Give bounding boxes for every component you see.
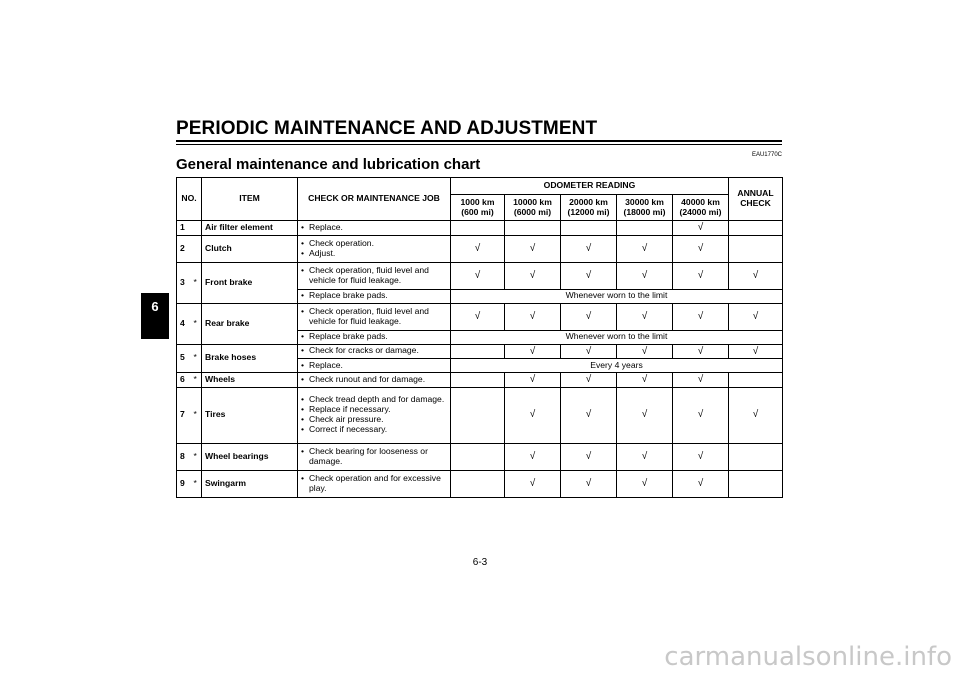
interval-note: Whenever worn to the limit [451, 289, 783, 303]
row-star: * [194, 470, 202, 497]
row-job: • Replace brake pads. [298, 330, 451, 344]
row-job: • Check operation, fluid level and vehicle for fluid leakage. [298, 262, 451, 289]
check-mark: √ [561, 344, 617, 359]
row-item: Tires [202, 387, 298, 443]
table-row [177, 470, 783, 497]
check-mark: √ [617, 344, 673, 359]
row-star: * [194, 262, 202, 303]
row-number: 7 [177, 387, 194, 443]
check-mark: √ [505, 303, 561, 330]
check-mark: √ [617, 470, 673, 497]
check-mark: √ [561, 443, 617, 470]
header-no: NO. [177, 178, 202, 221]
check-mark: √ [673, 470, 729, 497]
check-cell [729, 373, 783, 388]
row-star [194, 235, 202, 262]
row-number: 6 [177, 373, 194, 388]
check-cell [729, 235, 783, 262]
check-cell [505, 221, 561, 236]
table-row [177, 387, 783, 443]
row-job: • Check operation, fluid level and vehicle for fluid leakage. [298, 303, 451, 330]
row-job: • Check runout and for damage. [298, 373, 451, 388]
check-mark: √ [505, 235, 561, 262]
check-mark: √ [561, 373, 617, 388]
table-row [177, 262, 783, 289]
page-number: 6-3 [472, 557, 488, 568]
check-mark: √ [673, 443, 729, 470]
check-mark: √ [673, 221, 729, 236]
check-mark: √ [673, 373, 729, 388]
check-mark: √ [617, 387, 673, 443]
check-cell [451, 387, 505, 443]
check-mark: √ [673, 387, 729, 443]
code-reference: EAU1770C [751, 152, 782, 158]
check-mark: √ [617, 443, 673, 470]
header-item: ITEM [202, 178, 298, 221]
row-number: 3 [177, 262, 194, 303]
table-row [177, 235, 783, 262]
header-interval: 20000 km (12000 mi) [561, 195, 617, 221]
row-job: • Check tread depth and for damage. • Replace if necessary. • Check air pressure. • Correct if necessary. [298, 387, 451, 443]
check-mark: √ [617, 303, 673, 330]
row-job: • Check operation. • Adjust. [298, 235, 451, 262]
row-item: Wheel bearings [202, 443, 298, 470]
row-star: * [194, 373, 202, 388]
check-mark: √ [505, 470, 561, 497]
interval-note: Whenever worn to the limit [451, 330, 783, 344]
row-item: Clutch [202, 235, 298, 262]
row-number: 1 [177, 221, 194, 236]
check-cell [729, 221, 783, 236]
watermark: carmanualsonline.info [664, 642, 952, 672]
page-title: PERIODIC MAINTENANCE AND ADJUSTMENT [176, 118, 598, 139]
row-item: Front brake [202, 262, 298, 303]
row-star: * [194, 443, 202, 470]
check-cell [451, 373, 505, 388]
row-job: • Replace. [298, 359, 451, 373]
table-row [177, 443, 783, 470]
check-mark: √ [505, 443, 561, 470]
row-job: • Check bearing for looseness or damage. [298, 443, 451, 470]
row-job: • Replace brake pads. [298, 289, 451, 303]
check-mark: √ [617, 262, 673, 289]
check-mark: √ [561, 303, 617, 330]
row-job: • Check for cracks or damage. [298, 344, 451, 359]
header-interval: 1000 km (600 mi) [451, 195, 505, 221]
header-interval: 30000 km (18000 mi) [617, 195, 673, 221]
check-cell [451, 443, 505, 470]
title-rule [176, 140, 782, 142]
interval-note: Every 4 years [451, 359, 783, 373]
check-mark: √ [451, 262, 505, 289]
header-odometer: ODOMETER READING [451, 178, 729, 195]
check-mark: √ [561, 387, 617, 443]
check-mark: √ [729, 303, 783, 330]
header-job: CHECK OR MAINTENANCE JOB [298, 178, 451, 221]
row-star: * [194, 303, 202, 344]
table-row [177, 373, 783, 388]
check-cell [729, 443, 783, 470]
check-cell [617, 221, 673, 236]
check-mark: √ [729, 344, 783, 359]
row-number: 2 [177, 235, 194, 262]
row-job: • Replace. [298, 221, 451, 236]
check-cell [729, 470, 783, 497]
row-number: 9 [177, 470, 194, 497]
header-annual: ANNUAL CHECK [729, 178, 783, 221]
header-interval: 40000 km (24000 mi) [673, 195, 729, 221]
section-title: General maintenance and lubrication chart [176, 156, 481, 173]
check-mark: √ [673, 303, 729, 330]
check-mark: √ [505, 373, 561, 388]
check-mark: √ [451, 303, 505, 330]
row-star [194, 221, 202, 236]
check-mark: √ [673, 262, 729, 289]
check-mark: √ [561, 262, 617, 289]
check-mark: √ [561, 235, 617, 262]
check-mark: √ [561, 470, 617, 497]
chapter-tab: 6 [141, 293, 169, 339]
check-cell [451, 221, 505, 236]
row-number: 5 [177, 344, 194, 373]
row-number: 8 [177, 443, 194, 470]
check-mark: √ [451, 235, 505, 262]
row-item: Air filter element [202, 221, 298, 236]
row-job: • Check operation and for excessive play. [298, 470, 451, 497]
row-item: Wheels [202, 373, 298, 388]
maintenance-chart [176, 177, 783, 498]
check-cell [451, 344, 505, 359]
row-item: Brake hoses [202, 344, 298, 373]
check-mark: √ [729, 262, 783, 289]
row-number: 4 [177, 303, 194, 344]
title-rule-thin [176, 144, 782, 145]
check-mark: √ [729, 387, 783, 443]
row-item: Rear brake [202, 303, 298, 344]
table-row [177, 221, 783, 236]
check-mark: √ [617, 235, 673, 262]
table-row [177, 344, 783, 359]
check-cell [451, 470, 505, 497]
row-star: * [194, 387, 202, 443]
table-row [177, 303, 783, 330]
check-mark: √ [505, 344, 561, 359]
header-interval: 10000 km (6000 mi) [505, 195, 561, 221]
row-item: Swingarm [202, 470, 298, 497]
row-star: * [194, 344, 202, 373]
check-mark: √ [505, 387, 561, 443]
check-mark: √ [673, 344, 729, 359]
check-mark: √ [617, 373, 673, 388]
check-mark: √ [673, 235, 729, 262]
check-cell [561, 221, 617, 236]
check-mark: √ [505, 262, 561, 289]
